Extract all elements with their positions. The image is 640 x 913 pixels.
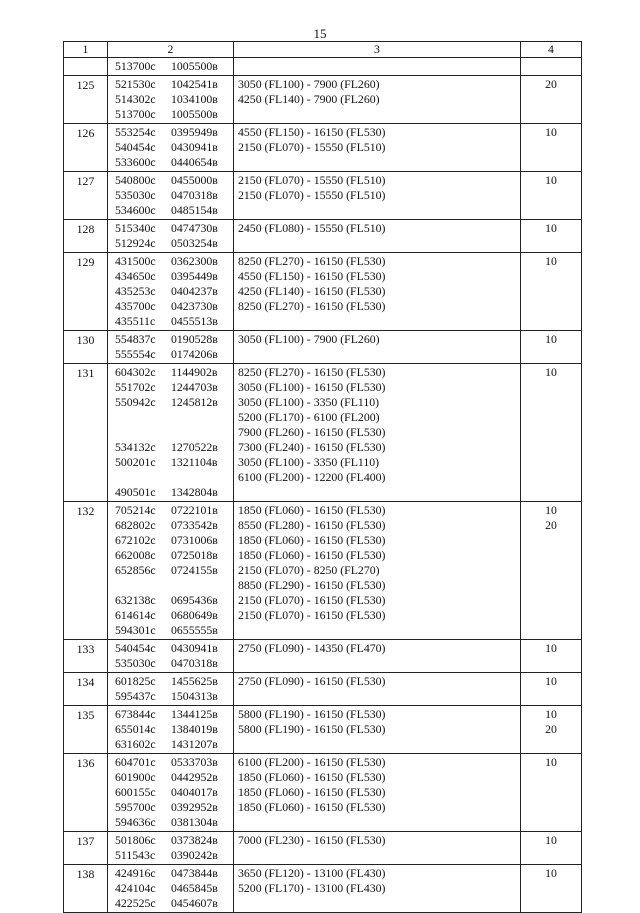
coordinates-cell [108, 640, 234, 673]
coordinates-cell [108, 865, 234, 913]
table-row [64, 865, 582, 913]
value-line: 10 [545, 707, 557, 721]
flight-level-line: 7000 (FL230) - 16150 (FL530) [238, 833, 386, 847]
latitude: 511543с [115, 848, 156, 862]
longitude: 1144902в [171, 365, 218, 379]
coordinate-line [115, 203, 233, 218]
latitude: 515340с [115, 221, 156, 235]
coordinate-line [115, 755, 233, 770]
latitude: 534600с [115, 203, 156, 217]
latitude: 435700с [115, 299, 156, 313]
latitude: 514302с [115, 92, 156, 106]
longitude: 1504313в [171, 689, 218, 703]
value-cell [521, 673, 582, 706]
coordinate-line [115, 140, 233, 155]
value-line: 10 [545, 866, 557, 880]
coordinates-cell [108, 673, 234, 706]
row-number: 134 [64, 673, 108, 706]
coordinate-line [115, 800, 233, 815]
value-cell [521, 58, 582, 76]
longitude: 0695436в [171, 593, 218, 607]
coordinate-line [115, 314, 233, 329]
table-row [64, 640, 582, 673]
table-row [64, 253, 582, 331]
longitude: 0430941в [171, 641, 218, 655]
value-cell [521, 172, 582, 220]
coordinate-line [115, 848, 233, 863]
flight-level-line: 1850 (FL060) - 16150 (FL530) [238, 503, 386, 517]
table-body [64, 58, 582, 913]
flight-level-line: 2150 (FL070) - 15550 (FL510) [238, 140, 386, 154]
coordinate-line [115, 155, 233, 170]
coordinate-line [115, 563, 233, 578]
row-number: 133 [64, 640, 108, 673]
value-line: 10 [545, 503, 557, 517]
header-row [64, 42, 582, 58]
longitude: 0362300в [171, 254, 218, 268]
coordinate-line [115, 548, 233, 563]
longitude: 0733542в [171, 518, 218, 532]
table-row [64, 58, 582, 76]
value-cell [521, 253, 582, 331]
flight-levels-cell [234, 754, 521, 832]
coordinate-line [115, 455, 233, 470]
latitude: 513700с [115, 59, 156, 73]
flight-level-line: 6100 (FL200) - 16150 (FL530) [238, 755, 386, 769]
value-cell [521, 706, 582, 754]
flight-level-line: 1850 (FL060) - 16150 (FL530) [238, 770, 386, 784]
value-line: 10 [545, 221, 557, 235]
longitude: 0404017в [171, 785, 218, 799]
longitude: 1005500в [171, 107, 218, 121]
coordinate-line [115, 299, 233, 314]
coordinates-cell [108, 76, 234, 124]
latitude: 595437с [115, 689, 156, 703]
latitude: 595700с [115, 800, 156, 814]
longitude: 0722101в [171, 503, 218, 517]
flight-level-line: 3050 (FL100) - 3350 (FL110) [238, 455, 380, 469]
latitude: 540454с [115, 140, 156, 154]
latitude: 601900с [115, 770, 156, 784]
flight-level-line: 2450 (FL080) - 15550 (FL510) [238, 221, 386, 235]
coordinate-line [115, 332, 233, 347]
value-cell [521, 865, 582, 913]
coordinate-line [115, 59, 233, 74]
table-row [64, 673, 582, 706]
longitude: 0680649в [171, 608, 218, 622]
coordinate-line [115, 236, 233, 251]
latitude: 535030с [115, 188, 156, 202]
coordinate-line [115, 380, 233, 395]
flight-level-line: 1850 (FL060) - 16150 (FL530) [238, 548, 386, 562]
flight-levels-cell [234, 124, 521, 172]
coordinate-line [115, 593, 233, 608]
table-row [64, 502, 582, 640]
latitude: 434650с [115, 269, 156, 283]
coordinate-line [115, 347, 233, 362]
longitude: 0731006в [171, 533, 218, 547]
latitude: 424916с [115, 866, 156, 880]
coordinate-line [115, 92, 233, 107]
flight-level-line: 3050 (FL100) - 7900 (FL260) [238, 77, 380, 91]
value-line: 20 [545, 77, 557, 91]
coordinate-line [115, 815, 233, 830]
longitude: 0440654в [171, 155, 218, 169]
coordinate-line [115, 188, 233, 203]
flight-level-line: 2750 (FL090) - 16150 (FL530) [238, 674, 386, 688]
coordinate-line [115, 641, 233, 656]
value-line: 10 [545, 641, 557, 655]
flight-level-line: 3050 (FL100) - 3350 (FL110) [238, 395, 380, 409]
flight-level-line: 2150 (FL070) - 16150 (FL530) [238, 608, 386, 622]
longitude: 1384019в [171, 722, 218, 736]
coordinates-cell [108, 220, 234, 253]
latitude: 594636с [115, 815, 156, 829]
latitude: 550942с [115, 395, 156, 409]
value-cell [521, 124, 582, 172]
coordinate-line [115, 470, 233, 485]
row-number: 136 [64, 754, 108, 832]
latitude: 490501с [115, 485, 156, 499]
flight-levels-cell [234, 76, 521, 124]
latitude: 705214с [115, 503, 156, 517]
coordinate-line [115, 503, 233, 518]
latitude: 534132с [115, 440, 156, 454]
flight-level-line: 5200 (FL170) - 13100 (FL430) [238, 881, 386, 895]
latitude: 500201с [115, 455, 156, 469]
coordinate-line [115, 485, 233, 500]
latitude: 672102с [115, 533, 156, 547]
longitude: 1344125в [171, 707, 218, 721]
flight-level-line: 2150 (FL070) - 16150 (FL530) [238, 593, 386, 607]
longitude: 0392952в [171, 800, 218, 814]
flight-level-line: 4550 (FL150) - 16150 (FL530) [238, 269, 386, 283]
longitude: 0474730в [171, 221, 218, 235]
coordinate-line [115, 866, 233, 881]
longitude: 0724155в [171, 563, 218, 577]
value-cell [521, 754, 582, 832]
flight-levels-cell [234, 706, 521, 754]
longitude: 0423730в [171, 299, 218, 313]
column-header-4: 4 [521, 42, 582, 58]
flight-level-line: 5800 (FL190) - 16150 (FL530) [238, 722, 386, 736]
latitude: 604701с [115, 755, 156, 769]
latitude: 554837с [115, 332, 156, 346]
longitude: 0485154в [171, 203, 218, 217]
flight-levels-cell [234, 331, 521, 364]
longitude: 1342804в [171, 485, 218, 499]
coordinate-line [115, 785, 233, 800]
longitude: 0430941в [171, 140, 218, 154]
coordinate-line [115, 737, 233, 752]
value-line: 10 [545, 833, 557, 847]
flight-level-line: 4550 (FL150) - 16150 (FL530) [238, 125, 386, 139]
longitude: 0473844в [171, 866, 218, 880]
flight-level-line: 8250 (FL270) - 16150 (FL530) [238, 254, 386, 268]
coordinate-line [115, 578, 233, 593]
coordinate-line [115, 518, 233, 533]
flight-levels-cell [234, 364, 521, 502]
coordinate-line [115, 881, 233, 896]
coordinate-line [115, 107, 233, 122]
value-cell [521, 640, 582, 673]
coordinate-line [115, 656, 233, 671]
latitude: 512924с [115, 236, 156, 250]
flight-level-line: 3050 (FL100) - 7900 (FL260) [238, 332, 380, 346]
coordinate-line [115, 440, 233, 455]
flight-level-line: 2150 (FL070) - 15550 (FL510) [238, 173, 386, 187]
row-number: 125 [64, 76, 108, 124]
flight-level-line: 3050 (FL100) - 16150 (FL530) [238, 380, 386, 394]
longitude: 0442952в [171, 770, 218, 784]
row-number: 135 [64, 706, 108, 754]
coordinates-cell [108, 331, 234, 364]
coordinates-cell [108, 364, 234, 502]
longitude: 0465845в [171, 881, 218, 895]
coordinate-line [115, 608, 233, 623]
table-row [64, 706, 582, 754]
flight-level-line: 6100 (FL200) - 12200 (FL400) [238, 470, 386, 484]
longitude: 1270522в [171, 440, 218, 454]
flight-level-line: 5200 (FL170) - 6100 (FL200) [238, 410, 380, 424]
flight-level-line: 2150 (FL070) - 15550 (FL510) [238, 188, 386, 202]
latitude: 652856с [115, 563, 156, 577]
value-line: 10 [545, 125, 557, 139]
flight-level-line: 4250 (FL140) - 16150 (FL530) [238, 284, 386, 298]
flight-level-line: 8250 (FL270) - 16150 (FL530) [238, 299, 386, 313]
coordinate-line [115, 254, 233, 269]
coordinate-line [115, 395, 233, 410]
coordinates-cell [108, 754, 234, 832]
flight-levels-cell [234, 673, 521, 706]
longitude: 0174206в [171, 347, 218, 361]
coordinate-line [115, 770, 233, 785]
latitude: 604302с [115, 365, 156, 379]
latitude: 435511с [115, 314, 156, 328]
latitude: 631602с [115, 737, 156, 751]
flight-level-line: 7900 (FL260) - 16150 (FL530) [238, 425, 386, 439]
value-cell [521, 364, 582, 502]
value-cell [521, 832, 582, 865]
coordinate-line [115, 623, 233, 638]
column-header-1: 1 [64, 42, 108, 58]
value-line: 20 [545, 518, 557, 532]
flight-level-line: 8250 (FL270) - 16150 (FL530) [238, 365, 386, 379]
row-number: 127 [64, 172, 108, 220]
flight-level-line: 4250 (FL140) - 7900 (FL260) [238, 92, 380, 106]
latitude: 431500с [115, 254, 156, 268]
table-row [64, 76, 582, 124]
coordinate-line [115, 410, 233, 425]
page-number: 15 [313, 26, 327, 41]
value-line: 10 [545, 173, 557, 187]
longitude: 1245812в [171, 395, 218, 409]
longitude: 0725018в [171, 548, 218, 562]
latitude: 435253с [115, 284, 156, 298]
flight-levels-cell [234, 253, 521, 331]
row-number: 131 [64, 364, 108, 502]
flight-levels-cell [234, 502, 521, 640]
flight-level-line: 3650 (FL120) - 13100 (FL430) [238, 866, 386, 880]
coordinates-cell [108, 706, 234, 754]
longitude: 1042541в [171, 77, 218, 91]
table-row [64, 124, 582, 172]
table-row [64, 364, 582, 502]
coordinate-line [115, 269, 233, 284]
airspace-table [63, 41, 582, 913]
flight-level-line: 1850 (FL060) - 16150 (FL530) [238, 800, 386, 814]
latitude: 551702с [115, 380, 156, 394]
longitude: 0190528в [171, 332, 218, 346]
value-line: 10 [545, 254, 557, 268]
latitude: 533600с [115, 155, 156, 169]
coordinate-line [115, 896, 233, 911]
longitude: 0454607в [171, 896, 218, 910]
latitude: 513700с [115, 107, 156, 121]
longitude: 0470318в [171, 188, 218, 202]
latitude: 501806с [115, 833, 156, 847]
latitude: 655014с [115, 722, 156, 736]
coordinate-line [115, 533, 233, 548]
longitude: 0373824в [171, 833, 218, 847]
flight-level-line: 2750 (FL090) - 14350 (FL470) [238, 641, 386, 655]
flight-level-line: 7300 (FL240) - 16150 (FL530) [238, 440, 386, 454]
column-header-2: 2 [108, 42, 234, 58]
longitude: 0455513в [171, 314, 218, 328]
column-header-3: 3 [234, 42, 521, 58]
flight-levels-cell [234, 640, 521, 673]
value-line: 10 [545, 332, 557, 346]
table-row [64, 832, 582, 865]
row-number: 126 [64, 124, 108, 172]
flight-level-line: 8850 (FL290) - 16150 (FL530) [238, 578, 386, 592]
latitude: 614614с [115, 608, 156, 622]
latitude: 535030с [115, 656, 156, 670]
longitude: 0390242в [171, 848, 218, 862]
latitude: 422525с [115, 896, 156, 910]
value-line: 10 [545, 365, 557, 379]
latitude: 424104с [115, 881, 156, 895]
coordinate-line [115, 722, 233, 737]
coordinate-line [115, 707, 233, 722]
coordinate-line [115, 284, 233, 299]
coordinate-line [115, 77, 233, 92]
flight-levels-cell [234, 58, 521, 76]
value-cell [521, 220, 582, 253]
coordinates-cell [108, 172, 234, 220]
longitude: 0395949в [171, 125, 218, 139]
longitude: 0655555в [171, 623, 218, 637]
latitude: 540800с [115, 173, 156, 187]
row-number: 137 [64, 832, 108, 865]
table-row [64, 331, 582, 364]
row-number: 128 [64, 220, 108, 253]
longitude: 1034100в [171, 92, 218, 106]
coordinate-line [115, 833, 233, 848]
latitude: 601825с [115, 674, 156, 688]
latitude: 553254с [115, 125, 156, 139]
coordinate-line [115, 689, 233, 704]
longitude: 0533703в [171, 755, 218, 769]
flight-levels-cell [234, 172, 521, 220]
coordinate-line [115, 125, 233, 140]
coordinates-cell [108, 832, 234, 865]
flight-level-line: 1850 (FL060) - 16150 (FL530) [238, 533, 386, 547]
row-number: 138 [64, 865, 108, 913]
latitude: 662008с [115, 548, 156, 562]
table-row [64, 754, 582, 832]
coordinate-line [115, 221, 233, 236]
latitude: 594301с [115, 623, 156, 637]
coordinates-cell [108, 124, 234, 172]
value-line: 10 [545, 755, 557, 769]
longitude: 0404237в [171, 284, 218, 298]
coordinates-cell [108, 502, 234, 640]
latitude: 521530с [115, 77, 156, 91]
latitude: 682802с [115, 518, 156, 532]
flight-level-line: 2150 (FL070) - 8250 (FL270) [238, 563, 380, 577]
value-line: 10 [545, 674, 557, 688]
longitude: 1244703в [171, 380, 218, 394]
row-number: 130 [64, 331, 108, 364]
longitude: 1431207в [171, 737, 218, 751]
value-cell [521, 502, 582, 640]
row-number: 132 [64, 502, 108, 640]
row-number: 129 [64, 253, 108, 331]
value-line: 20 [545, 722, 557, 736]
longitude: 1005500в [171, 59, 218, 73]
coordinates-cell [108, 58, 234, 76]
coordinate-line [115, 425, 233, 440]
latitude: 540454с [115, 641, 156, 655]
table-row [64, 172, 582, 220]
latitude: 600155с [115, 785, 156, 799]
latitude: 632138с [115, 593, 156, 607]
latitude: 673844с [115, 707, 156, 721]
value-cell [521, 76, 582, 124]
coordinate-line [115, 173, 233, 188]
longitude: 0381304в [171, 815, 218, 829]
value-cell [521, 331, 582, 364]
flight-levels-cell [234, 220, 521, 253]
coordinate-line [115, 674, 233, 689]
longitude: 1321104в [171, 455, 218, 469]
table-row [64, 220, 582, 253]
longitude: 0470318в [171, 656, 218, 670]
flight-levels-cell [234, 832, 521, 865]
coordinates-cell [108, 253, 234, 331]
flight-level-line: 5800 (FL190) - 16150 (FL530) [238, 707, 386, 721]
longitude: 0395449в [171, 269, 218, 283]
latitude: 555554с [115, 347, 156, 361]
longitude: 0455000в [171, 173, 218, 187]
longitude: 0503254в [171, 236, 218, 250]
row-number [64, 58, 108, 76]
flight-level-line: 1850 (FL060) - 16150 (FL530) [238, 785, 386, 799]
longitude: 1455625в [171, 674, 218, 688]
flight-level-line: 8550 (FL280) - 16150 (FL530) [238, 518, 386, 532]
coordinate-line [115, 365, 233, 380]
flight-levels-cell [234, 865, 521, 913]
